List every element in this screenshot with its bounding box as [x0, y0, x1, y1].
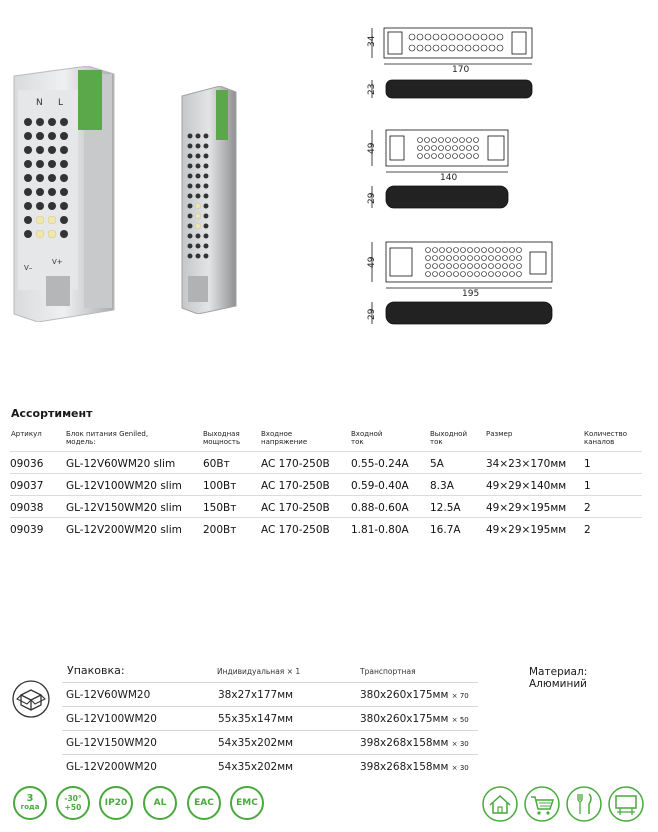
- pack-multiplier: × 30: [451, 764, 469, 772]
- list-item: [62, 706, 478, 729]
- cell-article: 09038: [10, 502, 44, 514]
- header-model: Блок питания Geniled, модель:: [66, 430, 149, 446]
- dim-d1-w: 170: [452, 65, 470, 75]
- table-row: [10, 473, 642, 494]
- dim-d3-depth: 29: [367, 308, 377, 320]
- power-supply-photo-large: [8, 66, 120, 322]
- cell-channels: 2: [584, 524, 591, 536]
- dim-d1-h: 34: [367, 35, 377, 47]
- cell-power: 200Вт: [203, 524, 237, 536]
- dim-d3-h: 49: [367, 256, 377, 268]
- terminal-vminus-label: V–: [24, 264, 33, 272]
- terminal-n-label: N: [36, 98, 43, 108]
- header-channels: Количество каналов: [584, 430, 628, 446]
- list-item: [62, 730, 478, 753]
- pack-model: GL-12V200WM20: [66, 761, 157, 773]
- emc-text: EMC: [236, 797, 258, 808]
- cafe-icon: [566, 786, 602, 822]
- cell-input-voltage: AC 170-250В: [261, 458, 330, 470]
- cell-input-voltage: AC 170-250В: [261, 502, 330, 514]
- ip20-text: IP20: [104, 797, 128, 808]
- cell-output-current: 5А: [430, 458, 444, 470]
- cell-output-current: 12.5А: [430, 502, 461, 514]
- pack-individual: 54x35x202мм: [218, 737, 294, 749]
- house-icon: [482, 786, 518, 822]
- pack-multiplier: × 30: [451, 740, 469, 748]
- pack-transport: 380x260x175мм: [360, 689, 449, 701]
- aluminium-badge: [143, 786, 177, 820]
- list-item: [62, 682, 478, 705]
- temperature-badge: [56, 786, 90, 820]
- assortment-title: Ассортимент: [11, 407, 93, 420]
- terminal-l-label: L: [58, 98, 64, 108]
- cell-input-current: 0.55-0.24А: [351, 458, 409, 470]
- temp-high: +50: [64, 803, 82, 812]
- warranty-text: года: [20, 803, 40, 811]
- package-icon: [12, 680, 50, 718]
- header-article: Артикул: [11, 430, 42, 438]
- table-row: [10, 451, 642, 472]
- power-supply-photo-slim: [180, 86, 238, 314]
- cell-size: 49×29×195мм: [486, 502, 567, 514]
- pack-model: GL-12V150WM20: [66, 737, 157, 749]
- pack-transport: 398x268x158мм: [360, 737, 449, 749]
- cell-input-current: 0.59-0.40А: [351, 480, 409, 492]
- dim-d3-w: 195: [462, 289, 480, 299]
- header-input-voltage: Входное напряжение: [261, 430, 308, 446]
- cell-article: 09037: [10, 480, 44, 492]
- list-item: [62, 754, 478, 777]
- packaging-transport-header: Транспортная: [360, 667, 416, 676]
- terminal-vplus-label: V+: [52, 258, 63, 266]
- cell-size: 49×29×195мм: [486, 524, 567, 536]
- dim-d1-depth: 23: [367, 83, 377, 95]
- emc-badge: [230, 786, 264, 820]
- pack-individual: 54x35x202мм: [218, 761, 294, 773]
- dimension-drawings: [364, 20, 564, 330]
- cell-article: 09039: [10, 524, 44, 536]
- header-input-current: Входной ток: [351, 430, 383, 446]
- material-value: Алюминий: [529, 678, 587, 690]
- pack-multiplier: × 70: [451, 692, 469, 700]
- ip20-badge: [99, 786, 133, 820]
- eac-text: ЕАС: [194, 797, 214, 808]
- cell-channels: 1: [584, 480, 591, 492]
- pack-multiplier: × 50: [451, 716, 469, 724]
- header-size: Размер: [486, 430, 513, 438]
- cell-output-current: 16.7А: [430, 524, 461, 536]
- drawing-60w: [372, 28, 532, 98]
- cell-model: GL-12V100WM20 slim: [66, 480, 182, 492]
- eac-badge: [187, 786, 221, 820]
- pack-individual: 38x27x177мм: [218, 689, 294, 701]
- cell-input-current: 1.81-0.80А: [351, 524, 409, 536]
- cell-model: GL-12V150WM20 slim: [66, 502, 182, 514]
- table-row: [10, 495, 642, 516]
- pack-transport: 380x260x175мм: [360, 713, 449, 725]
- material-label: Материал:: [529, 666, 588, 678]
- cell-channels: 2: [584, 502, 591, 514]
- dim-d2-h: 49: [367, 142, 377, 154]
- cell-size: 49×29×140мм: [486, 480, 567, 492]
- table-row: [10, 517, 642, 538]
- cell-model: GL-12V60WM20 slim: [66, 458, 176, 470]
- warranty-years: 3: [26, 793, 34, 804]
- cell-article: 09036: [10, 458, 44, 470]
- cell-power: 100Вт: [203, 480, 237, 492]
- pack-model: GL-12V100WM20: [66, 713, 157, 725]
- cell-power: 150Вт: [203, 502, 237, 514]
- header-power: Выходная мощность: [203, 430, 241, 446]
- material-info: [529, 666, 587, 690]
- cell-model: GL-12V200WM20 slim: [66, 524, 182, 536]
- pack-individual: 55x35x147мм: [218, 713, 294, 725]
- packaging-individual-header: Индивидуальная × 1: [217, 667, 301, 676]
- billboard-icon: [608, 786, 644, 822]
- cell-channels: 1: [584, 458, 591, 470]
- dim-d2-depth: 29: [367, 192, 377, 204]
- cell-output-current: 8.3А: [430, 480, 454, 492]
- cell-size: 34×23×170мм: [486, 458, 567, 470]
- cell-input-voltage: AC 170-250В: [261, 524, 330, 536]
- cell-input-voltage: AC 170-250В: [261, 480, 330, 492]
- cell-input-current: 0.88-0.60А: [351, 502, 409, 514]
- dim-d2-w: 140: [440, 173, 458, 183]
- warranty-badge: [13, 786, 47, 820]
- header-output-current: Выходной ток: [430, 430, 468, 446]
- temp-low: -30°: [64, 794, 82, 803]
- al-text: AL: [153, 797, 167, 808]
- pack-model: GL-12V60WM20: [66, 689, 151, 701]
- cell-power: 60Вт: [203, 458, 230, 470]
- shopping-cart-icon: [524, 786, 560, 822]
- packaging-title: Упаковка:: [67, 664, 125, 677]
- pack-transport: 398x268x158мм: [360, 761, 449, 773]
